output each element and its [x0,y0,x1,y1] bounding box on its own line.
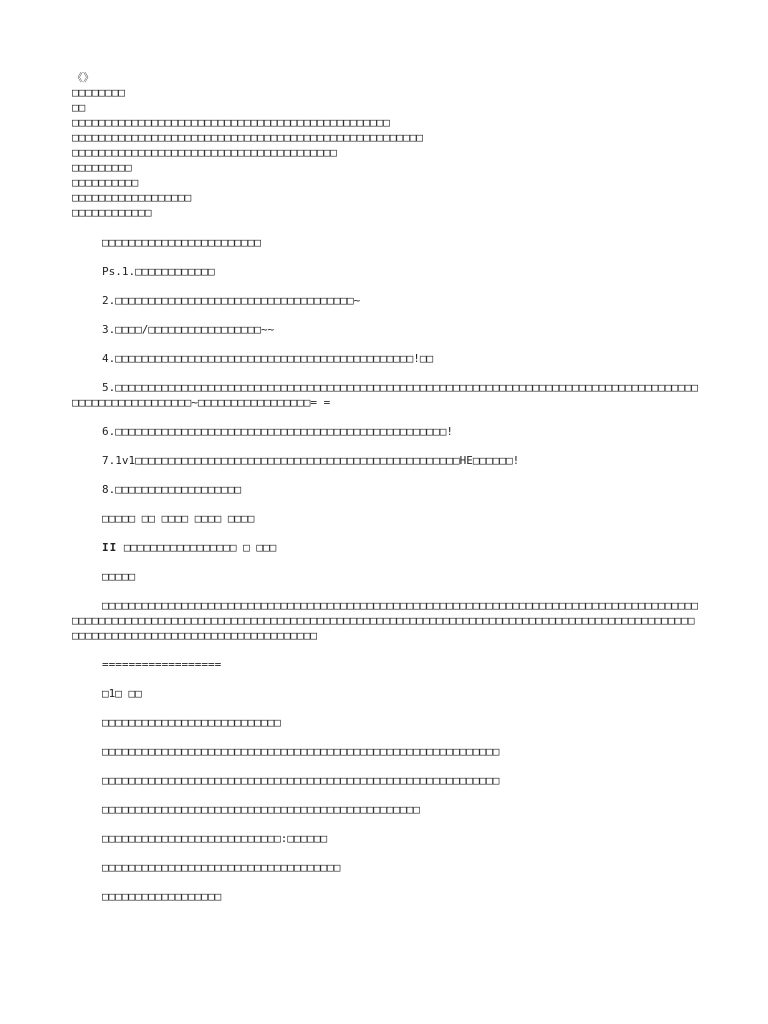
intro-paragraph: □□□□□□□□□□□□□□□□□□□□□□□□ [102,236,261,249]
separator-line: ================== [102,658,222,671]
divider-words: □□□□□ □□ □□□□ □□□□ □□□□ [102,512,255,525]
chapter-line: □□□□□□□□□□□□□□□□□□□□□□□□□□□ [102,716,281,729]
header-line: □□□□□□□□□□□□□□□□□□ [72,191,192,204]
header-line: □□□□□□□□ [72,86,125,99]
header-line: □□□□□□□□□ [72,161,132,174]
chapter-line: □□□□□□□□□□□□□□□□□□□□□□□□□□□□□□□□□□□□□□□□□□□□□□□□ [102,803,420,816]
section-title: □□□□□ [102,570,136,583]
pause-line [72,540,700,555]
note-item: 8.□□□□□□□□□□□□□□□□□□□ [102,483,242,496]
book-title: 《》 [72,71,94,84]
header-line: □□□□□□□□□□□□ [72,206,152,219]
document-header [72,70,700,220]
note-item: 4.□□□□□□□□□□□□□□□□□□□□□□□□□□□□□□□□□□□□□□□□□□□□□!□□ [102,352,434,365]
chapter-line: □□□□□□□□□□□□□□□□□□□□□□□□□□□□□□□□□□□□□□□□□□□□□□□□□□□□□□□□□□□□ [102,745,500,758]
header-line: □□□□□□□□□□□□□□□□□□□□□□□□□□□□□□□□□□□□□□□□ [72,146,337,159]
body-paragraph: □□□□□□□□□□□□□□□□□□□□□□□□□□□□□□□□□□□□□□□□□□□□□□□□□□□□□□□□□□□□□□□□□□□□□□□□□□□□□□□□□□□□□□□□□□□□□□□□□□□□□□□□□□□□□□□□□□□□□□□□□□□□□□□□□□□□□□□□□□□□□□□□□□□□□□□□□□□□□□□□□□□□□□□□□□□□□□□□□□□□□□□□□□□□□□□□□□□□□□□□□□□□□□□□□□□□□□□□□□□□□ [72,599,699,642]
header-line: □□ [72,101,86,114]
header-line: □□□□□□□□□□□□□□□□□□□□□□□□□□□□□□□□□□□□□□□□□□□□□□□□□□□□□ [72,131,423,144]
chapter-heading: □1□ □□ [102,687,142,700]
chapter-line: □□□□□□□□□□□□□□□□□□ [102,890,222,903]
chapter-line: □□□□□□□□□□□□□□□□□□□□□□□□□□□□□□□□□□□□ [102,861,341,874]
chapter-line: □□□□□□□□□□□□□□□□□□□□□□□□□□□:□□□□□□ [102,832,328,845]
header-line: □□□□□□□□□□□□□□□□□□□□□□□□□□□□□□□□□□□□□□□□□□□□□□□□ [72,116,390,129]
pause-icon: II [102,541,118,554]
header-line: □□□□□□□□□□ [72,176,139,189]
note-item: 7.1v1□□□□□□□□□□□□□□□□□□□□□□□□□□□□□□□□□□□□□□□□□□□□□□□□□HE□□□□□□! [102,454,520,467]
note-item: 3.□□□□/□□□□□□□□□□□□□□□□□~~ [102,323,275,336]
document-body [72,70,700,918]
note-item: 5.□□□□□□□□□□□□□□□□□□□□□□□□□□□□□□□□□□□□□□□□□□□□□□□□□□□□□□□□□□□□□□□□□□□□□□□□□□□□□□□□□□□□□□□□□□□□□□□□□□□□□□□□□□~□□□□□□□□□□□□□□□□□= = [72,381,699,409]
chapter-line: □□□□□□□□□□□□□□□□□□□□□□□□□□□□□□□□□□□□□□□□□□□□□□□□□□□□□□□□□□□□ [102,774,500,787]
pause-line-text: □□□□□□□□□□□□□□□□□ □ □□□ [117,541,277,554]
note-item: 6.□□□□□□□□□□□□□□□□□□□□□□□□□□□□□□□□□□□□□□□□□□□□□□□□□□! [102,425,453,438]
note-item: Ps.1.□□□□□□□□□□□□ [102,265,215,278]
note-item: 2.□□□□□□□□□□□□□□□□□□□□□□□□□□□□□□□□□□□□~ [102,294,361,307]
